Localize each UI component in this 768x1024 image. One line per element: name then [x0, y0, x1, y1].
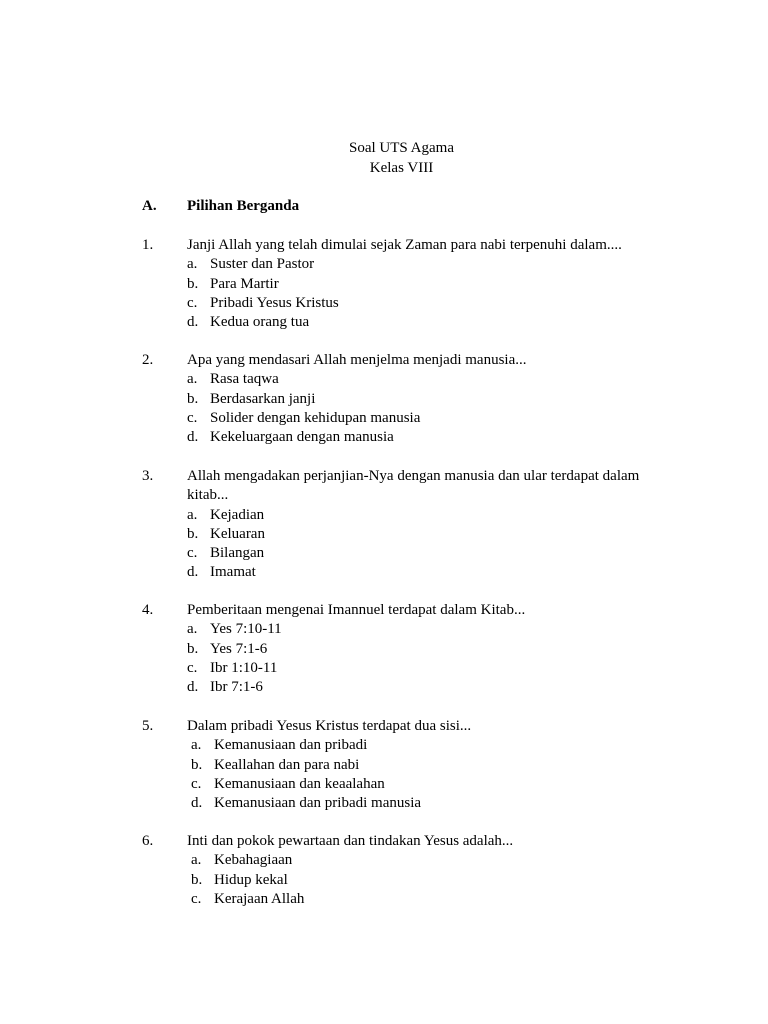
option-text: Para Martir — [210, 275, 279, 292]
option-letter: a. — [191, 852, 202, 869]
option-letter: b. — [191, 756, 203, 773]
option-b — [187, 275, 662, 294]
question-2 — [142, 351, 662, 447]
option-text: Suster dan Pastor — [210, 256, 315, 273]
option-text: Keallahan dan para nabi — [214, 756, 360, 773]
option-a — [187, 370, 662, 389]
question-1 — [142, 236, 662, 332]
option-letter: c. — [187, 294, 198, 311]
option-text: Kebahagiaan — [214, 852, 293, 869]
option-letter: b. — [187, 275, 199, 292]
question-number: 4. — [142, 602, 154, 618]
question-number: 5. — [142, 718, 154, 734]
option-letter: d. — [191, 795, 203, 812]
option-a — [187, 506, 662, 525]
option-letter: a. — [187, 621, 198, 638]
option-letter: c. — [187, 659, 198, 676]
question-number: 3. — [142, 468, 154, 484]
option-a — [187, 851, 662, 870]
question-4 — [142, 601, 662, 697]
option-text: Yes 7:10-11 — [210, 621, 282, 638]
option-d — [187, 313, 662, 332]
option-letter: a. — [187, 506, 198, 523]
option-c — [187, 890, 662, 909]
option-list — [187, 620, 662, 697]
option-letter: d. — [187, 564, 199, 581]
option-list — [187, 370, 662, 447]
option-list — [187, 736, 662, 813]
option-letter: a. — [187, 256, 198, 273]
option-text: Ibr 1:10-11 — [210, 659, 278, 676]
option-d — [187, 794, 662, 813]
question-text: Dalam pribadi Yesus Kristus terdapat dua sisi... — [187, 718, 472, 734]
option-text: Kerajaan Allah — [214, 890, 305, 907]
option-b — [187, 640, 662, 659]
option-text: Kemanusiaan dan pribadi — [214, 737, 368, 754]
option-letter: b. — [187, 390, 199, 407]
question-text: Janji Allah yang telah dimulai sejak Zaman para nabi terpenuhi dalam.... — [187, 237, 622, 253]
option-letter: d. — [187, 679, 199, 696]
option-a — [187, 255, 662, 274]
option-letter: c. — [187, 409, 198, 426]
option-b — [187, 871, 662, 890]
question-6 — [142, 832, 662, 909]
option-a — [187, 736, 662, 755]
question-text: Inti dan pokok pewartaan dan tindakan Yesus adalah... — [187, 833, 514, 849]
question-text: Pemberitaan mengenai Imannuel terdapat dalam Kitab... — [187, 602, 526, 618]
option-d — [187, 563, 662, 582]
option-list — [187, 506, 662, 583]
option-text: Kejadian — [210, 506, 265, 523]
option-text: Ibr 7:1-6 — [210, 679, 263, 696]
option-text: Kemanusiaan dan pribadi manusia — [214, 795, 422, 812]
question-text: Allah mengadakan perjanjian-Nya dengan manusia dan ular terdapat dalam kitab... — [187, 468, 640, 504]
question-number: 2. — [142, 352, 154, 368]
option-text: Rasa taqwa — [210, 371, 279, 388]
option-list — [187, 255, 662, 332]
option-list — [187, 851, 662, 909]
question-number: 1. — [142, 237, 154, 253]
section-letter: A. — [142, 198, 157, 214]
option-text: Kekeluargaan dengan manusia — [210, 429, 394, 446]
option-text: Imamat — [210, 564, 256, 581]
section-name: Pilihan Berganda — [187, 198, 300, 214]
option-text: Pribadi Yesus Kristus — [210, 294, 339, 311]
document-subtitle: Kelas VIII — [369, 160, 434, 176]
question-text: Apa yang mendasari Allah menjelma menjadi manusia... — [187, 352, 527, 368]
option-c — [187, 409, 662, 428]
option-text: Hidup kekal — [214, 871, 288, 888]
option-b — [187, 525, 662, 544]
question-5 — [142, 717, 662, 813]
option-letter: a. — [191, 737, 202, 754]
option-a — [187, 620, 662, 639]
option-text: Keluaran — [210, 525, 265, 542]
document-title: Soal UTS Agama — [349, 140, 454, 156]
option-d — [187, 428, 662, 447]
option-c — [187, 544, 662, 563]
option-text: Bilangan — [210, 545, 265, 562]
option-letter: c. — [187, 545, 198, 562]
option-d — [187, 678, 662, 697]
option-letter: d. — [187, 314, 199, 331]
option-b — [187, 756, 662, 775]
option-text: Kemanusiaan dan keaalahan — [214, 775, 385, 792]
option-letter: a. — [187, 371, 198, 388]
option-text: Berdasarkan janji — [210, 390, 316, 407]
option-text: Yes 7:1-6 — [210, 640, 268, 657]
option-b — [187, 390, 662, 409]
option-text: Solider dengan kehidupan manusia — [210, 409, 421, 426]
option-letter: d. — [187, 429, 199, 446]
option-letter: b. — [191, 871, 203, 888]
question-3 — [142, 467, 662, 583]
option-letter: c. — [191, 775, 202, 792]
option-letter: b. — [187, 525, 199, 542]
option-letter: c. — [191, 890, 202, 907]
option-c — [187, 294, 662, 313]
option-text: Kedua orang tua — [210, 314, 310, 331]
option-letter: b. — [187, 640, 199, 657]
option-c — [187, 659, 662, 678]
option-c — [187, 775, 662, 794]
question-number: 6. — [142, 833, 154, 849]
